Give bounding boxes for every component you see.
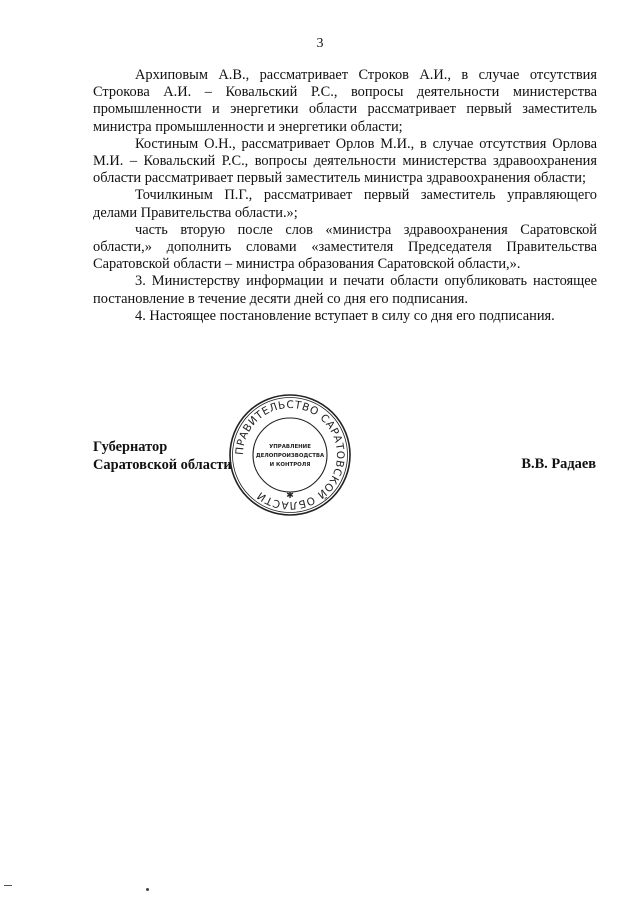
seal-inner-line2: ДЕЛОПРОИЗВОДСТВА (255, 453, 325, 459)
seal-outer-text: ПРАВИТЕЛЬСТВО САРАТОВСКОЙ ОБЛАСТИ (233, 398, 347, 512)
scan-artifact-dot (146, 888, 149, 891)
seal-inner-line3: И КОНТРОЛЯ (269, 462, 311, 468)
paragraph: 4. Настоящее постановление вступает в силу со дня его подписания. (135, 307, 555, 324)
official-seal (227, 392, 353, 518)
seal-inner-line1: УПРАВЛЕНИЕ (269, 444, 311, 450)
seal-star: ✱ (286, 491, 294, 501)
paragraph: Архиповым А.В., рассматривает Строков А.И., в случае отсутствия Строкова А.И. – Ковальский Р.С., вопросы деятельности министерства промышленности и энергетики области рассматривает первый заместитель министра промышленности и энергетики области; (93, 67, 597, 135)
paragraph: Костиным О.Н., рассматривает Орлов М.И., в случае отсутствия Орлова М.И. – Ковальский Р.С., вопросы деятельности министерства здравоохранения области рассматривает первый заместитель министра здравоохранения области; (93, 135, 597, 187)
paragraph: часть вторую после слов «министра здравоохранения Саратовской области,» дополнить словами «заместителя Председателя Правительства Саратовской области – министра образования Саратовской области,». (93, 221, 597, 273)
signatory-title (93, 439, 232, 474)
scan-artifact-dash (4, 885, 12, 886)
signatory-title-line2: Саратовской области (93, 456, 232, 473)
document-body (93, 67, 597, 325)
paragraph: Точилкиным П.Г., рассматривает первый заместитель управляющего делами Правительства области.»; (93, 187, 597, 221)
signatory-name: В.В. Радаев (521, 456, 596, 472)
page-number: 3 (316, 36, 324, 51)
signatory-title-line1: Губернатор (93, 439, 168, 455)
paragraph: 3. Министерству информации и печати области опубликовать настоящее постановление в течение десяти дней со дня его подписания. (93, 273, 597, 307)
